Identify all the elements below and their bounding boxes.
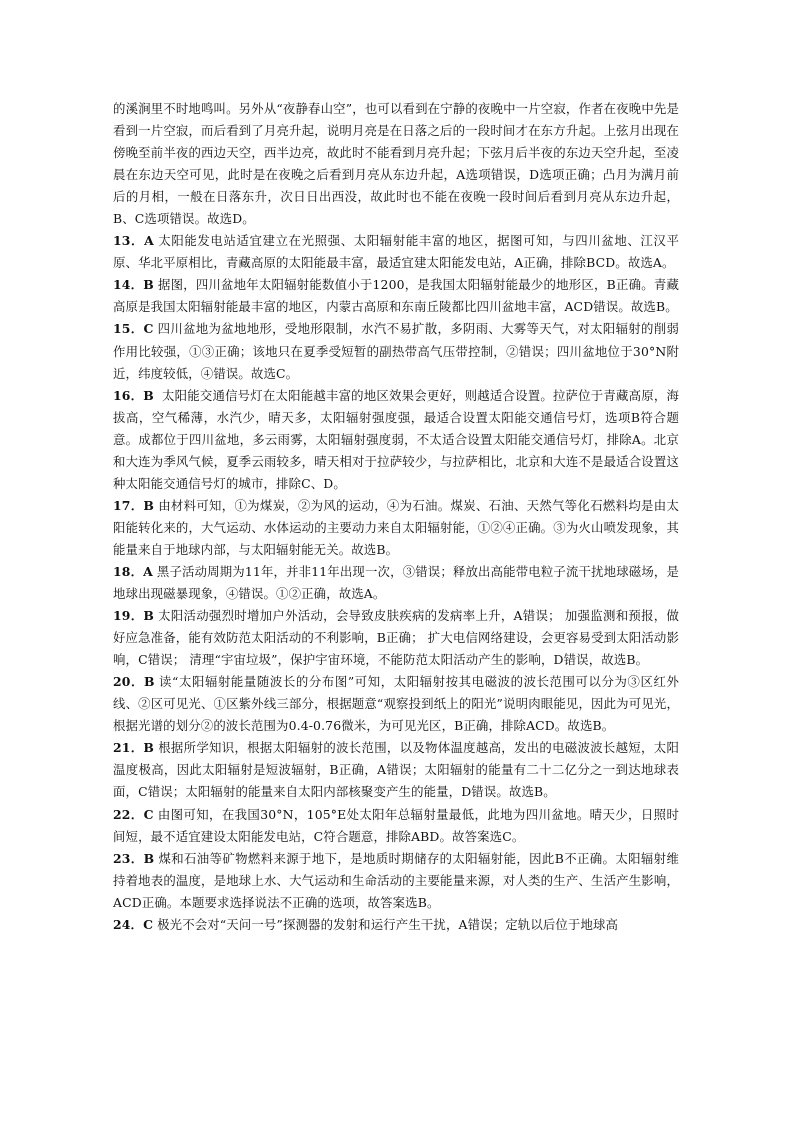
explanation-text: 太阳能发电站适宜建立在光照强、太阳辐射能丰富的地区，据图可知，与四川盆地、江汉平原、华北平原相比，青藏高原的太阳能最丰富，最适宜建太阳能发电站，A正确，排除BCD。故选A。 [113, 233, 679, 271]
answer-item [113, 848, 679, 914]
question-number: 21． [113, 740, 144, 756]
question-number: 24． [113, 916, 144, 932]
question-number: 13． [113, 233, 145, 249]
answer-list [113, 230, 679, 936]
answer-item [113, 230, 679, 274]
question-number: 22． [113, 806, 144, 822]
explanation-text: 太阳活动强烈时增加户外活动，会导致皮肤疾病的发病率上升，A错误； 加强监测和预报，做好应急准备，能有效防范太阳活动的不利影响，B正确； 扩大电信网络建设，会更容易受到太阳活动影响，C错误； 清理“宇宙垃圾”，保护宇宙环境，不能防范太阳活动产生的影响，D错误，故选B。 [113, 608, 679, 668]
question-number: 14． [113, 277, 144, 293]
answer-letter: B [143, 277, 154, 293]
explanation-text: 据图，四川盆地年太阳辐射能数值小于1200，是我国太阳辐射能最少的地形区，B正确。青藏高原是我国太阳辐射能最丰富的地区，内蒙古高原和东南丘陵都比四川盆地丰富，ACD错误。故选B。 [113, 277, 679, 315]
answer-item [113, 605, 679, 671]
explanation-text: 由材料可知，①为煤炭，②为风的运动，④为石油。煤炭、石油、天然气等化石燃料均是由太阳能转化来的，大气运动、水体运动的主要动力来自太阳辐射能，①②④正确。③为火山喷发现象，其能量来自于地球内部，与太阳辐射能无关。故选B。 [113, 497, 679, 557]
answer-letter: C [143, 806, 154, 822]
answer-item [113, 274, 679, 318]
question-number: 16． [113, 387, 144, 403]
explanation-text: 太阳能交通信号灯在太阳能越丰富的地区效果会更好，则越适合设置。拉萨位于青藏高原，海拔高，空气稀薄，水汽少，晴天多，太阳辐射强度强，最适合设置太阳能交通信号灯，选项B符合题意。成都位于四川盆地，多云雨雾，太阳辐射强度弱，不太适合设置太阳能交通信号灯，排除A。北京和大连为季风气候，夏季云雨较多，晴天相对于拉萨较少，与拉萨相比，北京和大连不是最适合设置这种太阳能交通信号灯的城市，排除C、D。 [113, 387, 679, 491]
question-number: 17． [113, 497, 144, 513]
answer-letter: B [143, 608, 155, 624]
explanation-text: 由图可知，在我国30°N，105°E处太阳年总辐射量最低，此地为四川盆地。晴天少，日照时间短，最不适宜建设太阳能发电站，C符合题意，排除ABD。故答案选C。 [113, 806, 679, 844]
document-page [113, 98, 679, 936]
answer-item [113, 804, 679, 848]
question-number: 15． [113, 321, 144, 337]
answer-item [113, 914, 679, 936]
explanation-text: 四川盆地为盆地地形，受地形限制，水汽不易扩散，多阴雨、大雾等天气，对太阳辐射的削弱作用比较强，①③正确；该地只在夏季受短暂的副热带高气压带控制，②错误；四川盆地位于30°N附近，纬度较低，④错误。故选C。 [113, 321, 679, 381]
answer-letter: C [143, 916, 154, 932]
answer-item [113, 737, 679, 803]
explanation-text: 煤和石油等矿物燃料来源于地下，是地质时期储存的太阳辐射能，因此B不正确。太阳辐射维持着地表的温度，是地球上水、大气运动和生命活动的主要能量来源，对人类的生产、生活产生影响，ACD正确。本题要求选择说法不正确的选项，故答案选B。 [113, 850, 679, 910]
question-number: 23． [113, 850, 144, 866]
intro-paragraph: 的溪涧里不时地鸣叫。另外从“夜静春山空”，也可以看到在宁静的夜晚中一片空寂，作者在夜晚中先是看到一片空寂，而后看到了月亮升起，说明月亮是在日落之后的一段时间才在东方升起。上弦月出现在傍晚至前半夜的西边天空，西半边亮，故此时不能看到月亮升起；下弦月后半夜的东边天空升起，至凌晨在东边天空可见，此时是在夜晚之后看到月亮从东边升起，A选项错误，D选项正确；凸月为满月前后的月相，一般在日落东升，次日日出西没，故此时也不能在夜晚一段时间后看到月亮从东边升起， B、C选项错误。故选D。 [113, 101, 679, 227]
answer-item [113, 495, 679, 561]
explanation-text: 读“太阳辐射能量随波长的分布图”可知，太阳辐射按其电磁波的波长范围可以分为③区红外线、②区可见光、①区紫外线三部分，根据题意“观察投到纸上的阳光”说明肉眼能见，因此为可见光，根据光谱的划分②的波长范围为0.4-0.76微米，为可见光区，B正确，排除ACD。故选B。 [113, 674, 679, 734]
question-number: 19． [113, 608, 144, 624]
answer-item [113, 318, 679, 384]
answer-letter: B [143, 740, 155, 756]
explanation-text: 根据所学知识，根据太阳辐射的波长范围，以及物体温度越高，发出的电磁波波长越短，太阳温度极高，因此太阳辐射是短波辐射，B正确，A错误；太阳辐射的能量有二十二亿分之一到达地球表面，C错误；太阳辐射的能量来自太阳内部核聚变产生的能量，D错误。故选B。 [113, 740, 679, 800]
answer-letter: B [143, 674, 155, 690]
question-number: 18． [113, 563, 144, 579]
explanation-text: 黑子活动周期为11年，并非11年出现一次，③错误；释放出高能带电粒子流干扰地球磁场，是地球出现磁暴现象，④错误。①②正确，故选A。 [113, 563, 680, 602]
answer-letter: A [144, 233, 154, 249]
answer-letter: B [143, 497, 155, 513]
answer-item [113, 385, 679, 495]
answer-letter: B [143, 387, 154, 403]
answer-letter: A [143, 563, 153, 579]
answer-letter: C [143, 321, 154, 337]
answer-item [113, 671, 679, 737]
question-number: 20． [113, 674, 144, 690]
answer-letter: B [143, 850, 155, 866]
explanation-text: 极光不会对“天问一号”探测器的发射和运行产生干扰，A错误；定轨以后位于地球高 [157, 916, 619, 932]
answer-item [113, 561, 679, 605]
